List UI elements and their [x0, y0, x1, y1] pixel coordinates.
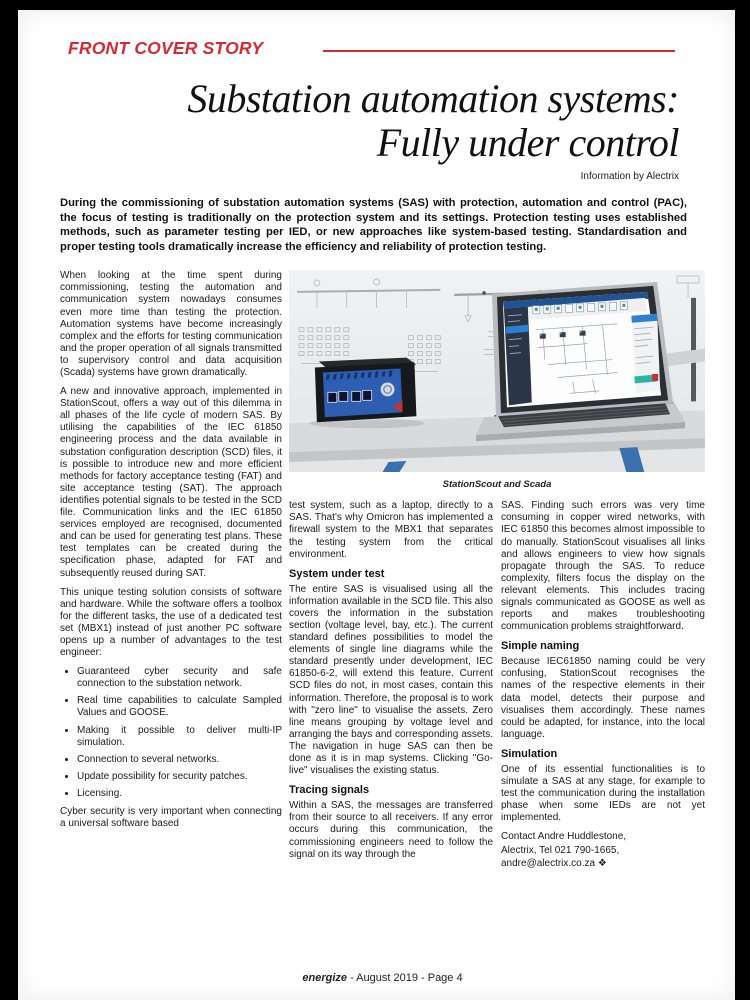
paragraph: When looking at the time spent during commissioning, testing the automation and communication system nowadays consumes even more time than testing the protection. Automation systems have become increasingly complex and the efforts for testing communication and the proper operation of all signals transmitted to supervisory control and data acquisition (Scada) systems have grown dramatically.: [60, 270, 282, 378]
advantages-list: [60, 666, 282, 800]
paragraph: Within a SAS, the messages are transferred from their source to all receivers. If any error occurs during this communication, the commissioning engineers need to follow the signal on its way through the: [289, 800, 493, 860]
column-right: [501, 500, 705, 870]
right-area: [289, 270, 705, 870]
paragraph: The entire SAS is visualised using all the information available in the SCD file. This also covers the information in the substation section (voltage level, bay, etc.). The current standard defines possibilities to model the elements of single line diagrams while the standard presently under development, IEC 61850-6-2, will extend this feature. Current SCD files do not, in most cases, contain this information. Therefore, the proposal is to work with "zero line" to visualise the assets. Zero line means grouping by voltage level and arranging the bays and corresponding assets. The navigation in huge SAS can then be done as it is in map systems. Clicking "Go-live" visualises the existing status.: [289, 583, 493, 777]
list-item: • Update possibility for security patches.: [77, 771, 282, 783]
kicker-rule: [323, 50, 675, 52]
lower-columns: [289, 500, 705, 870]
paragraph: One of its essential functionalities is to simulate a SAS at any stage, for example to test the communication during the installation phase when some IEDs are not yet implemented.: [501, 763, 705, 824]
section-heading: Tracing signals: [289, 784, 370, 797]
contact-line: Alectrix, Tel 021 790-1665,: [501, 844, 620, 856]
mbx1-device: [315, 358, 416, 423]
paragraph: Cyber security is very important when connecting a universal software based: [60, 806, 282, 830]
section-heading: Simple naming: [501, 640, 580, 653]
contact-line: Contact Andre Huddlestone,: [501, 831, 627, 843]
article-figure: [289, 270, 705, 490]
article-columns: [60, 270, 705, 870]
kicker: FRONT COVER STORY: [68, 38, 264, 58]
stationscout-photo: [289, 270, 705, 472]
title-line-2: Fully under control: [376, 120, 679, 165]
figure-caption: StationScout and Scada: [442, 479, 552, 491]
byline: Information by Alectrix: [580, 171, 679, 182]
article-title: [60, 77, 679, 165]
section-heading: System under test: [289, 567, 385, 580]
mbx1-badge: [381, 383, 395, 397]
list-item: • Licensing.: [77, 788, 282, 800]
list-item: • Guaranteed cyber security and safe connection to the substation network.: [77, 666, 282, 690]
wall-pole: [691, 298, 696, 401]
paragraph: test system, such as a laptop, directly to a SAS. That's why Omicron has implemented a firewall system to the MBX1 that separates the testing system from the critical environment.: [289, 500, 493, 560]
list-item: • Real time capabilities to calculate Sampled Values and GOOSE.: [77, 695, 282, 719]
column-left: [60, 270, 282, 870]
column-middle: [289, 500, 493, 870]
contact-line: andre@alectrix.co.za ❖: [501, 857, 607, 869]
magazine-page: [18, 10, 735, 1000]
page-content: [18, 10, 735, 871]
footer-text: - August 2019 - Page 4: [347, 972, 463, 984]
paragraph: A new and innovative approach, implemented in StationScout, offers a way out of this dilemma in all phases of the life cycle of modern SAS. By utilising the capabilities of the IEC 61850 engineering process and the data available in substation configuration description (SCD) files, it is possible to introduce new and more efficient methods for factory acceptance testing (FAT) and site acceptance testing (SAT). The approach identifies potential signals to be tested in the SCD file. Communication links and the IEC 61850 services employed are recognised, documented and can be used for generating test plans. These test templates can be created during the specification phase, adapted for FAT and subsequently reused during SAT.: [60, 386, 282, 579]
laptop: [476, 282, 685, 441]
paragraph: This unique testing solution consists of software and hardware. While the software offers a toolbox for the different tasks, the use of a dedicated test set (MBX1) instead of just another PC software opens up a number of advantages to the test engineer:: [60, 586, 282, 659]
page-footer: [60, 972, 705, 984]
contact-block: [501, 831, 705, 869]
list-item: • Connection to several networks.: [77, 754, 282, 766]
kicker-row: [68, 38, 697, 59]
paragraph: Because IEC61850 naming could be very confusing, StationScout recognises the names of the respective elements in their data model, detects their purpose and visualises them accordingly. These names could be adapted, for instance, into the local language.: [501, 656, 705, 740]
section-heading: Simulation: [501, 747, 558, 760]
footer-brand: energize: [302, 972, 348, 984]
title-line-1: Substation automation systems:: [187, 76, 679, 121]
list-item: • Making it possible to deliver multi-IP simulation.: [77, 725, 282, 749]
article-photo: [289, 270, 705, 472]
paragraph: SAS. Finding such errors was very time consuming in copper wired networks, with IEC 61850 this becomes almost impossible to do manually. StationScout visualises all links and allows engineers to view how signals propagate through the SAS. To reduce complexity, filters focus the display on the relevant elements. This includes tracing signals communicated as GOOSE as well as reports and makes troubleshooting communication problems straightforward.: [501, 500, 705, 633]
intro-paragraph: During the commissioning of substation automation systems (SAS) with protection, automation and control (PAC), the focus of testing is traditionally on the protection system and its settings. Protection testing uses established methods, such as parameter testing per IED, or new approaches like system-based testing. Standardisation and proper testing tools dramatically increase the efficiency and reliability of protection testing.: [60, 197, 687, 253]
